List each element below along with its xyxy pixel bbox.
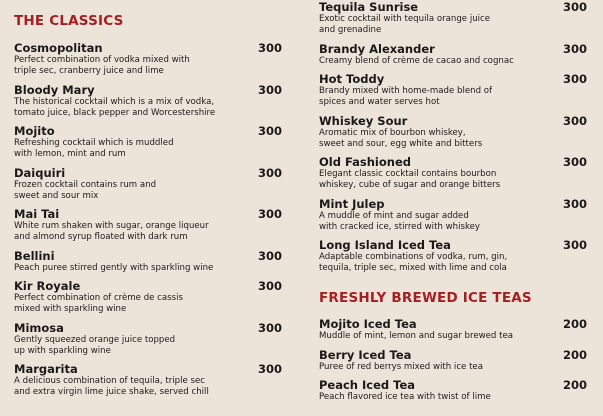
item-description: Gently squeezed orange juice topped bbox=[14, 334, 176, 345]
item-price: 300 bbox=[562, 155, 587, 169]
item-description: Perfect combination of vodka mixed with bbox=[14, 55, 190, 65]
menu-item bbox=[319, 378, 587, 403]
item-price: 300 bbox=[562, 41, 587, 56]
item-description: Perfect combination of crème de cassis bbox=[14, 293, 183, 303]
item-description: Peach flavored ice tea with twist of lime bbox=[319, 392, 491, 402]
item-price: 300 bbox=[257, 165, 282, 180]
item-price: 200 bbox=[562, 317, 587, 331]
item-name: Brandy Alexander bbox=[319, 41, 435, 56]
item-price: 300 bbox=[562, 113, 587, 128]
item-description: and almond syrup floated with dark rum bbox=[14, 232, 188, 242]
item-description: and grenadine bbox=[319, 25, 382, 35]
item-description: Brandy mixed with home-made blend of bbox=[319, 86, 493, 96]
item-description: mixed with sparkling wine bbox=[14, 304, 127, 314]
menu-item bbox=[319, 0, 587, 36]
left-column bbox=[14, 11, 282, 404]
item-name: Mojito Iced Tea bbox=[319, 317, 417, 331]
menu-item bbox=[319, 197, 587, 233]
item-name: Old Fashioned bbox=[319, 155, 411, 169]
item-price: 300 bbox=[257, 41, 282, 55]
menu-item bbox=[14, 83, 282, 119]
item-description: up with sparkling wine bbox=[14, 345, 111, 356]
item-price: 300 bbox=[562, 238, 587, 252]
item-description: Muddle of mint, lemon and sugar brewed tea bbox=[319, 331, 514, 341]
item-description: whiskey, cube of sugar and orange bitters bbox=[319, 180, 501, 190]
item-description: triple sec, cranberry juice and lime bbox=[14, 66, 164, 76]
item-price: 300 bbox=[562, 0, 587, 14]
item-name: Mimosa bbox=[14, 320, 64, 335]
item-name: Daiquiri bbox=[14, 165, 66, 180]
item-price: 300 bbox=[257, 248, 282, 263]
item-name: Peach Iced Tea bbox=[319, 378, 416, 392]
item-description: tequila, triple sec, mixed with lime and cola bbox=[319, 263, 507, 273]
item-name: Bloody Mary bbox=[14, 82, 95, 97]
section-title-classics: THE CLASSICS bbox=[14, 13, 124, 29]
item-description: Creamy blend of crème de cacao and cognac bbox=[319, 55, 514, 66]
item-name: Whiskey Sour bbox=[319, 113, 408, 128]
item-description: with lemon, mint and rum bbox=[14, 149, 126, 159]
item-description: sweet and sour mix bbox=[14, 190, 99, 201]
item-name: Cosmopolitan bbox=[14, 41, 103, 55]
item-price: 300 bbox=[257, 279, 282, 293]
item-description: Elegant classic cocktail contains bourbon bbox=[319, 169, 497, 179]
ice-teas-list bbox=[319, 317, 587, 403]
item-name: Mojito bbox=[14, 124, 55, 138]
item-price: 300 bbox=[257, 82, 282, 97]
item-price: 300 bbox=[562, 196, 587, 211]
menu-item bbox=[14, 279, 282, 315]
item-name: Long Island Iced Tea bbox=[319, 238, 451, 252]
menu-item bbox=[14, 124, 282, 160]
classics-continued-list bbox=[319, 0, 587, 274]
item-description: and extra virgin lime juice shake, served chill bbox=[14, 387, 209, 397]
item-description: sweet and sour, egg white and bitters bbox=[319, 138, 483, 149]
item-price: 300 bbox=[257, 362, 282, 376]
classics-list bbox=[14, 41, 282, 398]
item-description: Adaptable combinations of vodka, rum, gin, bbox=[319, 252, 508, 262]
item-name: Kir Royale bbox=[14, 279, 81, 293]
menu-item bbox=[14, 41, 282, 77]
item-description: A muddle of mint and sugar added bbox=[319, 210, 469, 221]
item-price: 300 bbox=[257, 320, 282, 335]
menu-item bbox=[319, 42, 587, 67]
menu-item bbox=[14, 207, 282, 243]
item-name: Tequila Sunrise bbox=[319, 0, 419, 14]
item-price: 300 bbox=[562, 72, 587, 86]
menu-item bbox=[319, 317, 587, 342]
menu-item bbox=[319, 155, 587, 191]
item-description: with cracked ice, stirred with whiskey bbox=[319, 221, 481, 232]
item-name: Berry Iced Tea bbox=[319, 347, 412, 362]
item-name: Mint Julep bbox=[319, 196, 385, 211]
item-description: tomato juice, black pepper and Worcestershire bbox=[14, 107, 216, 118]
item-description: Peach puree stirred gently with sparkling wine bbox=[14, 262, 214, 273]
item-description: Refreshing cocktail which is muddled bbox=[14, 138, 174, 148]
item-description: Puree of red berrys mixed with ice tea bbox=[319, 361, 483, 372]
item-name: Mai Tai bbox=[14, 207, 60, 221]
item-price: 300 bbox=[257, 207, 282, 221]
menu-item bbox=[14, 321, 282, 357]
right-column bbox=[319, 0, 587, 409]
item-description: Frozen cocktail contains rum and bbox=[14, 179, 157, 190]
item-price: 300 bbox=[257, 124, 282, 138]
item-name: Margarita bbox=[14, 362, 78, 376]
item-description: Aromatic mix of bourbon whiskey, bbox=[319, 127, 466, 138]
menu-item bbox=[14, 362, 282, 398]
item-name: Hot Toddy bbox=[319, 72, 385, 86]
menu-item bbox=[319, 114, 587, 150]
item-price: 200 bbox=[562, 347, 587, 362]
item-description: Exotic cocktail with tequila orange juice bbox=[319, 14, 491, 24]
menu-item bbox=[14, 166, 282, 202]
menu-item bbox=[319, 238, 587, 274]
item-description: A delicious combination of tequila, triple sec bbox=[14, 376, 205, 386]
item-price: 200 bbox=[562, 378, 587, 392]
item-name: Bellini bbox=[14, 248, 55, 263]
item-description: White rum shaken with sugar, orange liqueur bbox=[14, 221, 209, 231]
item-description: The historical cocktail which is a mix of vodka, bbox=[14, 96, 215, 107]
item-description: spices and water serves hot bbox=[319, 97, 440, 107]
menu-item bbox=[319, 72, 587, 108]
section-title-ice-teas: FRESHLY BREWED ICE TEAS bbox=[319, 290, 532, 306]
menu-item bbox=[14, 249, 282, 274]
menu-item bbox=[319, 348, 587, 373]
